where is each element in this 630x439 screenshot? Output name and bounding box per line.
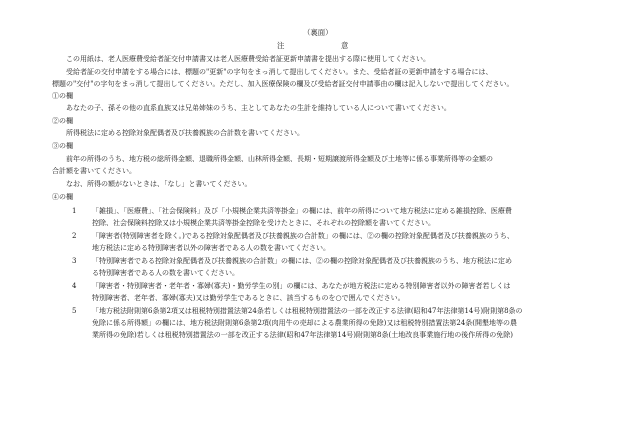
item-3-text-line-2: る特別障害者である人の数を書いてください。 [92,269,239,277]
usage-paragraph-line-1: 受給者証の交付申請をする場合には、標題の"更新"の字句をまっ消して提出してください。また、受給者証の更新申請をする場合には、 [66,68,493,76]
notes-title-char-2: 意 [341,41,349,50]
item-3-number: 3 [72,257,77,265]
item-3-text-line-1: 「特別障害者である控除対象配偶者及び扶養親族の合計数」の欄には、②の欄の控除対象配偶者及び扶養親族のうち、地方税法に定め [92,257,512,265]
item-1-text-line-1: 「雑損」、「医療費」、「社会保険料」及び「小規模企業共済等掛金」の欄には、前年の所得について地方税法に定める雑損控除、医療費 [92,207,512,215]
section-3-text-line-3: なお、所得の額がないときは、「なし」と書いてください。 [66,180,252,188]
item-2-number: 2 [72,232,77,240]
item-5-text-line-3: 業所得の免除)若しくは租税特別措置法の一部を改正する法律(昭和47年法律第14号)附則第8条(土地改良事業施行地の後作所得の免除) [92,331,513,339]
section-2-heading: ②の欄 [52,117,73,125]
item-1-number: 1 [72,207,77,215]
item-4-text-line-2: 特別障害者、老年者、寡婦(寡夫)又は勤労学生であるときに、該当するものを○で囲んでください。 [92,294,405,302]
section-1-text: あなたの子、孫その他の直系血族又は兄弟姉妹のうち、主としてあなたの生計を維持している人について書いてください。 [66,104,451,112]
section-1-heading: ①の欄 [52,92,73,100]
item-5-text-line-1: 「地方税法附則第6条第2項又は租税特別措置法第24条若しくは租税特別措置法の一部を改正する法律(昭和47年法律第14号)附則第8条の [92,307,523,315]
item-2-text-line-1: 「障害者(特別障害者を除く。)である控除対象配偶者及び扶養親族の合計数」の欄には、②の欄の控除対象配偶者及び扶養親族のうち、 [92,232,514,240]
section-3-text-line-2: 合計額を書いてください。 [52,167,136,175]
item-4-number: 4 [72,282,77,290]
item-2-text-line-2: 地方税法に定める特別障害者以外の障害者である人の数を書いてください。 [92,244,330,252]
reverse-side-label: （裏面） [303,28,333,37]
notes-title-char-1: 注 [277,41,285,50]
section-4-heading: ④の欄 [52,193,73,201]
section-2-text: 所得税法に定める控除対象配偶者及び扶養親族の合計数を書いてください。 [66,129,304,137]
intro-paragraph: この用紙は、老人医療費受給者証交付申請書又は老人医療費受給者証更新申請書を提出する際に使用してください。 [66,55,430,63]
item-4-text-line-1: 「障害者・特別障害者・老年者・寡婦(寡夫)・勤労学生の別」の欄には、あなたが地方税法に定める特別障害者以外の障害者若しくは [92,282,511,290]
usage-paragraph-line-2: 標題の"交付"の字句をまっ消して提出してください。ただし、加入医療保険の欄及び受給者証交付申請事由の欄は記入しないで提出してください。 [52,80,514,88]
section-3-heading: ③の欄 [52,142,73,150]
item-1-text-line-2: 控除、社会保険料控除又は小規模企業共済等掛金控除を受けたときに、それぞれの控除額を書いてください。 [92,219,435,227]
item-5-text-line-2: 免除に係る所得額」の欄には、地方税法附則第6条第2項(肉用牛の売却による農業所得の免除)又は租税特別措置法第24条(開墾地等の農 [92,319,518,327]
section-3-text-line-1: 前年の所得のうち、地方税の総所得金額、退職所得金額、山林所得金額、長期・短期譲渡所得金額及び土地等に係る事業所得等の金額の [66,155,493,163]
item-5-number: 5 [72,307,77,315]
